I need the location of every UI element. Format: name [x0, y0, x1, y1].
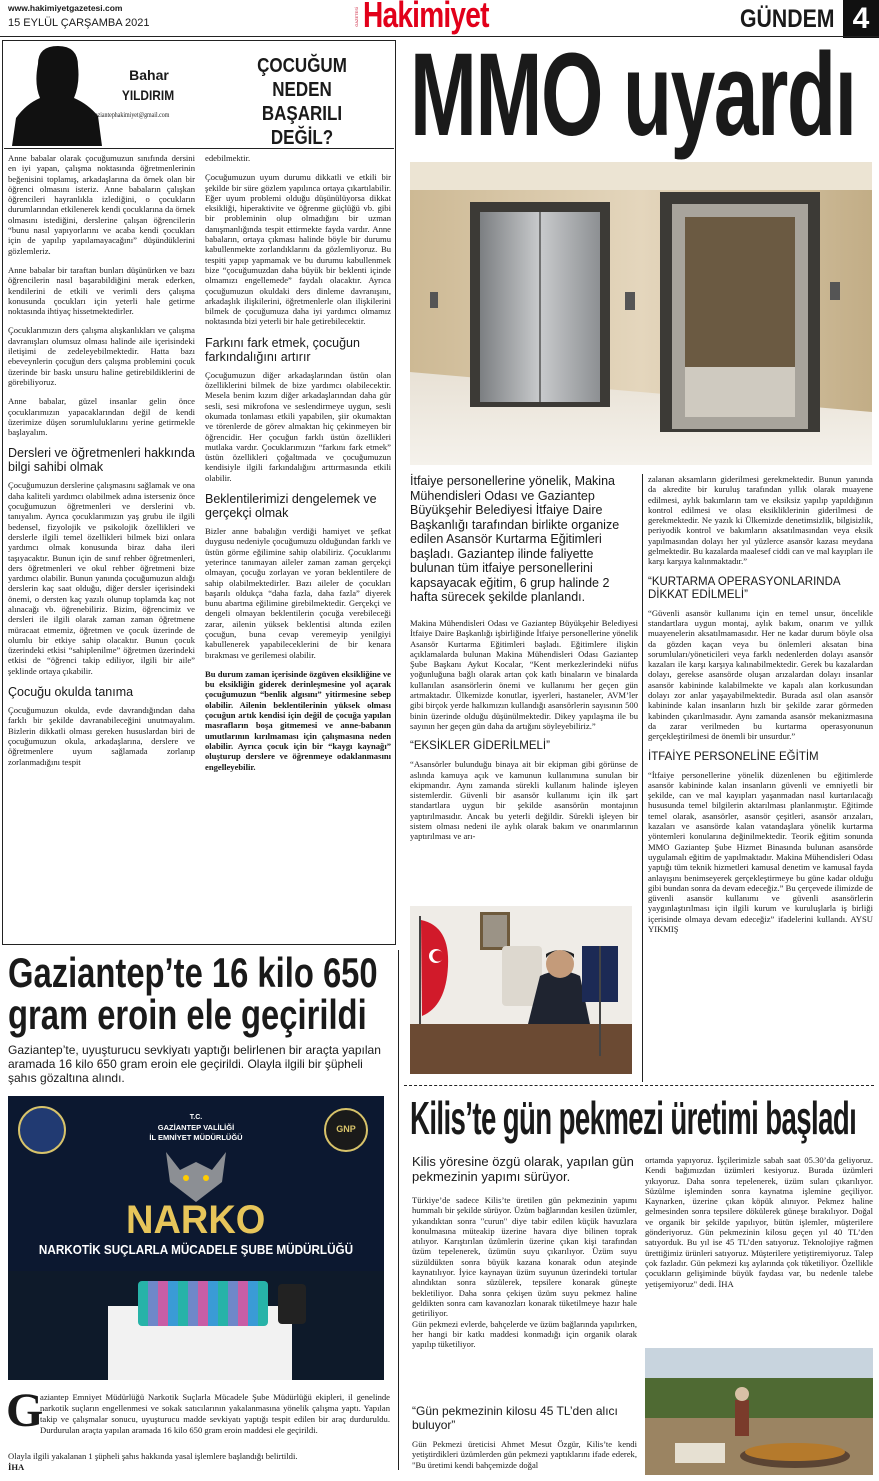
- paragraph: Anne babalar olarak çocuğumuzun sınıfında dersini en iyi yapan, çalışma noktasında öğretmenlerinin beğenisini toplamış, arkadaşlarına da örnek olan bir öğrenci olmasını isteriz. Anne babaların çalışkan öğrencileri hayranlıkla izlediğini, o çocukların durumlarından etkilenerek kendi çocuklarına da örnek olmasını istediğini, derslerine çalışan öğrencilerin “bunu nasıl yapıyorlarını ve acaba kendi çocukları için de yapılıp yapılamayacağını” düşündüklerini gözlemleriz.: [8, 153, 195, 256]
- banner-tc: T.C.: [189, 1114, 203, 1121]
- kilis-headline: Kilis’te gün pekmezi üretimi başladı: [410, 1092, 857, 1144]
- paragraph: edebilmektir.: [205, 153, 251, 163]
- paragraph: Anne babalar bir taraftan bunları düşünürken ve bazı öğrencilerin nasıl başarabildiğini merak ederken, kendilerini de etkili ve verimli ders çalışma konusunda çocukları için yeterli hale getirme noktasında ihtiyaç hissetmektedirler.: [8, 264, 195, 317]
- column-subheading: Beklentilerimizi dengelemek ve gerçekçi olmak: [205, 492, 377, 521]
- paragraph: Çocuğumuzun derslerine çalışmasını sağlamak ve ona daha kaliteli yardımcı olabilmek adına isterseniz önce çocuğumuzun öğretmenleri ve derslerini vb. tanıyalım. Ayrıca çocuklarımızın yaş grubu ile ilgili bedensel, fizyolojik ve psikolojik özellikleri ve derslerle ilgili temel özellikleri bilmek bizi onlara yardımcı olmak konusunda biraz daha ileri taşıyacaktır. Bunun için de sınıf rehber öğretmenleri, ders öğretmenleri ve okul rehber öğretmeni bize yardımcı olabilir. Bunun yanında çocuğumuzun aldığı derslerin kaç saat olduğu, diğer dersler içerisindeki önemi, o dersten kaç yazılı olunup toplamda kaç not alınacağı vb. öğrenebiliriz. Bizim, öğrencimiz ve dersleri ile ilgili olarak zaman zaman öğretmene müracaat etmemiz, öğretmen ve çocuk üzerinde de olumlu bir etkiye sahip olacaktır. Bunun çocuk üzerindeki etkisi “sahiplenilme” öğretmen üzerindeki etkisi de “öğrenci takip ediliyor, ilgili bir aile” şeklinde ortaya çıkabilir.: [8, 480, 195, 676]
- author-email[interactable]: gaziantephakimiyet@gmail.com: [92, 111, 170, 119]
- column-header-rule: [4, 148, 394, 149]
- column-text-left: [8, 153, 195, 938]
- paragraph: “Güvenli asansör kullanımı için en temel unsur, öncelikle standartlara uygun montaj, aylık bakım, onarım ve yıllık muayenelerin aksatılmamasıdır. Her ne kadar durum böyle olsa da gözden kaçan veya bu önlemleri aksatan bina sorumluları/yöneticileri veya farklı nedenlerden dolayı asansör kazaları ile karşı karşıya kalınabilmektedir. Gerek bu kazalardan dolayı, gerekse asansörde oluşan arızalardan dolayı insanlar asansör kabininde kalabilmekte ve kapalı alan korkusundan dolayı zor anlar yaşayabilmektedir. Burada asıl olan asansör kabininde kalan insanların hızlı bir şekilde zarar görmeden kabinden çıkarılmasıdır. Aynı zamanda asansör mekanizmasına da zarar verilmeden bu kurtarma operasyonunun gerçekleştirilmesi de önemli bir unsurdur.”: [648, 607, 873, 742]
- gnp-text: GNP: [336, 1124, 356, 1134]
- mmo-headline: MMO uyardı: [410, 29, 856, 161]
- paragraph: Anne babalar, güzel insanlar gelin önce çocuklarımızın yapacaklarından değil de kendi üzerimize düşen sorumluluklarını yerine getirmekle başlayalım.: [8, 396, 195, 438]
- author-last-name: YILDIRIM: [121, 87, 175, 103]
- logo-text: Hakimiyet: [363, 0, 489, 35]
- article-subheading: “KURTARMA OPERASYONLARINDA DİKKAT EDİLMELİ”: [648, 575, 840, 601]
- kilis-col2: ortamda yapıyoruz. İşçilerimizle sabah saat 05.30’da geliyoruz. Kendi bağımızdan üzümleri kesiyoruz. Burada üzümleri yıkıyoruz. Daha sonra tepelenerek, üzüm suları çıkarılıyor. Süzülme işleminden sonra kaynatma işlemine geçiliyor. Kaynarken, üzerine çıkan köpük alınıyor. Pekmez haline gelmesinden sonra tepsilere dökülerek güneşe bırakılıyor. Doğal ve organik bir şekilde yapılıyor, bütün işlemler, müşterilere gönderiyoruz. Gün pekmezinin kilosu geçen yıl 40 TL’den satıyorduk. Bu yıl ise 45 TL’den satıyoruz. Teknolojiye rağmen ürettiğimiz ürünleri satıyoruz. Müşterilere yetiştiremiyoruz. Talep çok fazladır. Gün pekmezi kış aylarında çok tüketiliyor. Özellikle çocukların gelişiminde büyük faydası var, bu nedenle talebe yetişemiyoruz" dedi. İHA: [645, 1155, 873, 1289]
- banner-logo: NARKO: [126, 1198, 266, 1242]
- paragraph: Makina Mühendisleri Odası ve Gaziantep Büyükşehir Belediyesi İtfaiye Daire Başkanlığı işbirliğinde İtfaiye personellerine yönelik Asansör Kurtarma Eğitimleri başladı. Eğitimlere ilişkin açıklamalarda bulunan Makina Mühendisleri Odası Gaziantep Şube Başkanı Aykut Kocalar, “Kent merkezlerindeki nüfus yoğunluğuna bağlı olarak artan çok katlı binaların ve binalarda kullanılan asansörlerin önemi ve kullanımı her geçen gün artmaktadır. Ülkemizde konutlar, işyerleri, hastaneler, AVM’ler gibi birçok yerde halkımızın kullandığı asansörlerin sayısının 500 binin üzerinde olduğu düşünülmektedir. Dikey yapılaşma ile bu sayının her geçen gün daha da artığını söyleyebiliriz.”: [410, 618, 638, 731]
- article-subheading: “EKSİKLER GİDERİLMELİ”: [410, 740, 550, 753]
- kilis-divider: [404, 1085, 874, 1086]
- author-first-name: Bahar: [129, 67, 169, 83]
- elevator-photo: [410, 162, 872, 465]
- eroin-credit: İHA: [8, 1462, 25, 1472]
- site-url[interactable]: www.hakimiyetgazetesi.com: [8, 3, 123, 13]
- paragraph: Çocuğumuzun okulda, evde davrandığından daha farklı bir şekilde davranabileceğini unutmayalım. Bizlerin dikkatli olması gereken hususlardan biri de çocuğumuzun okula, arkadaşlarına, derslere ve öğretmenlere uyum sağlamada zorlanıp zorlanmadığını tespit: [8, 705, 195, 767]
- issue-date: 15 EYLÜL ÇARŞAMBA 2021: [8, 17, 150, 29]
- narko-photo: [8, 1096, 384, 1380]
- column-subheading: Çocuğu okulda tanıma: [8, 685, 134, 700]
- wolf-emblem-icon: [158, 1148, 234, 1204]
- eroin-body-2: Olayla ilgili yakalanan 1 şüpheli şahıs hakkında yasal işlemlere başlandığı belirtildi.: [8, 1451, 298, 1461]
- paragraph: “İtfaiye personellerine yönelik düzenlenen bu eğitimlerde asansör kabininde kalan insanların güvenli ve emniyetli bir şekilde, can ve mal kayıpları yaşanmadan nasıl kurtarılacağı hususunda temel bilgilerin aktarılması planlanmıştır. Eğitimde temel olarak, asansörler, asansör çeşitleri, asansör arızaları, kazaları ve asansörde kalan vatandaşlara yönelik kurtarma yöntemleri konularına değinilmektedir. Teorik eğitim sonunda MMO Gaziantep Şube Hizmet Binasında bulunan asansörde uygulamalı eğitim de yapılmaktadır. Makina Mühendisleri Odası yaptığı tüm teknik hizmetleri kamusal denetim ve kamusal fayda anlayışını benimseyerek gerçekleştirmeye bu güne kadar olduğu gibi bundan sonra da devam edeceğiz.” Bu çerçevede ilimizde de güvenli asansör kullanımı ve güvenli asansörlerin yaygınlaştırılması için ilgili kurum ve kuruluşlarla iş birliği içerisinde olmaya devam edeceğiz” ifadelerini kullandı. AYSU YIKMIŞ: [648, 769, 873, 934]
- paragraph: Çocuklarımızın ders çalışma alışkanlıkları ve çalışma davranışları olumsuz olması halinde aile içerisindeki iletişimi de zedeleyebilmektedir. Hatta bazı ebeveynlerin çocuğun ders çalışma problemini çocuk üzerinde bir baskı unsuru haline getirebildiklerini de görebiliyoruz.: [8, 325, 195, 387]
- eroin-headline-1: Gaziantep’te 16 kilo 650: [8, 949, 378, 996]
- kilis-col1-end: Gün Pekmezi üreticisi Ahmet Mesut Özgür, Kilis’te kendi yetiştirdikleri üzümlerden gün pekmezi yaptıklarını ifade ederek, "Bu üretimi kendi bahçemizde doğal: [412, 1439, 637, 1470]
- section-name: GÜNDEM: [740, 5, 835, 33]
- column-text-right: [205, 153, 391, 938]
- column-divider: [642, 474, 643, 1082]
- banner-line1: GAZİANTEP VALİLİĞİ: [157, 1123, 235, 1132]
- page-number: 4: [843, 0, 879, 38]
- logo-tagline: GAZETESİ: [354, 7, 359, 27]
- pekmez-photo: [645, 1348, 873, 1475]
- column-subheading: Dersleri ve öğretmenleri hakkında bilgi sahibi olmak: [8, 446, 195, 475]
- mmo-col2: [648, 474, 873, 1082]
- column-title: ÇOCUĞUM NEDEN BAŞARILI DEĞİL?: [257, 55, 347, 149]
- mmo-col1: [410, 618, 638, 908]
- mmo-lead: İtfaiye personellerine yönelik, Makina Mühendisleri Odası ve Gaziantep Büyükşehir Belediyesi İtfaiye Daire Başkanlığı tarafından birlikte organize edilen Asansör Kurtarma Eğitimleri başladı. Gaziantep ilinde faliyette bulunan tüm itfaiye personellerini kapsayacak eğitim, 6 grup halinde 2 hafta sürecek şekilde planlandı.: [410, 474, 620, 604]
- banner-line2: İL EMNİYET MÜDÜRLÜĞÜ: [149, 1133, 243, 1142]
- paragraph: Çocuğumuzun diğer arkadaşlarından üstün olan özelliklerini bilmek de bize yardımcı olabilecektir. Mesela benim kızım diğer arkadaşlarından daha gür sesli, sesi mikrofona ve seslendirmeye uygun, sesli okumada tonlaması etkili yapabilen, şiir okumaktan ve törenlerde de görev almaktan hiç çekinmeyen bir öğrencidir. Her çocuğun farklı üstün özellikleri mutlaka vardır. Çocuklarımızın “farkını fark etmek” üstün özellikleri çoğaltmada ve çocuğumuzun kendisiyle ilgili farkındalığını arttırmasında etkili olabilir.: [205, 369, 391, 483]
- paragraph: Bizler anne babalığın verdiği hamiyet ve şefkat duygusu nedeniyle çocuğumuzu olduğundan farklı ve üstün görme eğilimine sahip olabiliriz. Çocuklarımı yeterince tanımayan aileler zaman zaman gerçekçi olmayan, çocuğu zorlayan ve yoran beklentilere de sahip olabilmektedirler. Bazı aileler de çocukları başarılı oldukça “daha fazla, daha fazla” diyerek bunu abartma eğilimine girebilmektedir. Gerçekçi ve dengeli olmayan beklentilerin çocuğa verebileceği zarar, ailenin yüksek beklentisi altında ezilen çocuğun, buna cevap veremeyip yenilgiyi kabullenerek yapabileceklerini de bir kenara bırakması ve gerilemesi olabilir.: [205, 526, 391, 660]
- paragraph: zalanan aksamların giderilmesi gerekmektedir. Bunun yanında da akredite bir kuruluş tarafından yıllık olarak muayene edilmesi, aylık bakımların tam ve eksiksiz yapılıp yapıldığının kontrol edilmesi ve olası eksikliklerinin giderilmesi de gerekmektedir. Ne yazık ki Ülkemizde denetimsizlik, bilgisizlik, periyodik kontrol ve bakımların aksatılmasından veya eksik yapılmasından dolayı her yıl yüzlerce asansör kazası meydana gelmektedir. Bu kazalarda maalesef ciddi can ve mal kayıpları ile karşı karşıya kalınmaktadır.”: [648, 474, 873, 567]
- seized-drugs-packets: [138, 1281, 268, 1326]
- paragraph: “Asansörler bulunduğu binaya ait bir ekipman gibi görünse de aslında kamuya açık ve kamunun kullanımına sunulan bir ekipmandır. Aynı zamanda sürekli kullanım halinde işleyen sistemlerdir. Güvenli bir asansör kullanımı için ilk şart standartlara uygun bir şekilde asansörün montajının yaptırılmasıdır. Ancak bu yeterli değildir. Sürekli işleyen bir sistem olması nedeni ile aylık olarak bakım ve onarımlarının yaptırılması ve arı-: [410, 759, 638, 842]
- eroin-dropcap: G: [6, 1384, 44, 1437]
- eroin-headline-2: gram eroin ele geçirildi: [8, 991, 367, 1038]
- banner-unit: NARKOTİK SUÇLARLA MÜCADELE ŞUBE MÜDÜRLÜĞÜ: [38, 1242, 354, 1257]
- eroin-divider: [398, 950, 399, 1470]
- eroin-body: aziantep Emniyet Müdürlüğü Narkotik Suçlarla Mücadele Şube Müdürlüğü ekipleri, il genelinde narkotik suçların engellenmesi ve sokak satıcılarının yakalanmasına yönelik çalışma yaptı. Yapılan takip ve çalışmalar sonucu, uyuşturucu madde sevkiyatı yaptığı tespit edilen bir araç durduruldu. Durdurulan araçta yapılan aramada 16 kilo 650 gram eroin maddesi ele geçirildi.: [40, 1392, 393, 1435]
- official-photo: [410, 906, 632, 1074]
- kilis-quote-head: “Gün pekmezinin kilosu 45 TL’den alıcı buluyor”: [412, 1404, 618, 1432]
- seized-bag: [278, 1284, 306, 1324]
- paragraph: Bu durum zaman içerisinde özgüven eksikliğine ve bu eksikliğin giderek derinleşmesine yol açarak çocuğumuzun “benlik algısını” yitirmesine sebep olabilir. Ailenin beklentilerinin yüksek olması çocuğun artık kendisi için değil de çocuğa yapılan masrafların boşa gitmemesi ve anne-babanın umutlarının kırılmaması için çalışmasına neden olabilir. Ayrıca çocuk için bir “kaygı kaynağı” oluşturup derslere ve öğrenmeye odaklanmasını engelleyebilir.: [205, 668, 391, 772]
- kilis-lead: Kilis yöresine özgü olarak, yapılan gün pekmezinin yapımı sürüyor.: [412, 1154, 634, 1184]
- article-subheading: İTFAİYE PERSONELİNE EĞİTİM: [648, 750, 819, 763]
- eroin-lead: Gaziantep’te, uyuşturucu sevkiyatı yaptığı belirlenen bir araçta yapılan aramada 16 kilo 650 gram eroin ele geçirildi. Olayla ilgili bir şüpheli şahıs gözaltına alındı.: [8, 1043, 381, 1085]
- kilis-col1: Türkiye’de sadece Kilis’te üretilen gün pekmezinin yapımı hummalı bir şekilde sürüyor. Üzüm bağlarından kesilen üzümler, yıkandıktan sonra "curun" diye tabir edilen küçük havuzlara konulmasına müteakip üzerine havara diye bilinen toprak atılıyor. Karıştırılan üzümlerin üzerine çıkan kişi tarafından üzüm tepelenerek, üzümün suyu çıkarılıyor. Üzüm suyu süzüldükten sonra büyük kazana konarak odun ateşinde kaynatılıyor. İyice kaynayan üzüm suyunun üzerindeki tortular alındıktan sonra süzülerek, tepsilere konarak güneşte bekletiliyor. Daha sonra çekişen üzüm suyu pekmez haline geldikten sonra cam kavanozları konarak tüketilmeye hazır hale getiriliyor. Gün pekmezi evlerde, bahçelerde ve üzüm bağlarında yapılırken, her hangi bir katkı maddesi konmadığı için organik olarak yapılıp tüketiliyor.: [412, 1195, 637, 1350]
- column-subheading: Farkını fark etmek, çocuğun farkındalığını artırır: [205, 335, 360, 364]
- author-photo: [8, 44, 106, 146]
- paragraph: Çocuğumuzun uyum durumu dikkatli ve etkili bir şekilde bir süre gözlem yapılınca ortaya çıkartılabilir. Eğer uyum problemi olduğu düşünülüyorsa dikkat eksikliği, hiperaktivite ve öğrenme güçlüğü vb. gibi bir probleminin olup olmadığını bir uzman danışmanlığında tespit ettirmekte fayda vardır. Anne babaların, ortaya çıkması halinde böyle bir durumu kabullenmekte zorlandıklarını da gözlemliyoruz. Bu tespiti yapıp yapmamak ve bu durumu kabullenmek bize “çocuğumuzdan daha büyük bir beklenti içinde olmamızı engellemede” faydalı olacaktır. Ayrıca çocuğumuzun okuldaki ders dinleme davranışını, arkadaşlık ilişkilerini, öğretmenlerle olan ilişkilerini bilmek de çocuğumuza daha iyi yardımcı olmamız noktasında bizi yeterli bir hale getirebilecektir.: [205, 172, 391, 327]
